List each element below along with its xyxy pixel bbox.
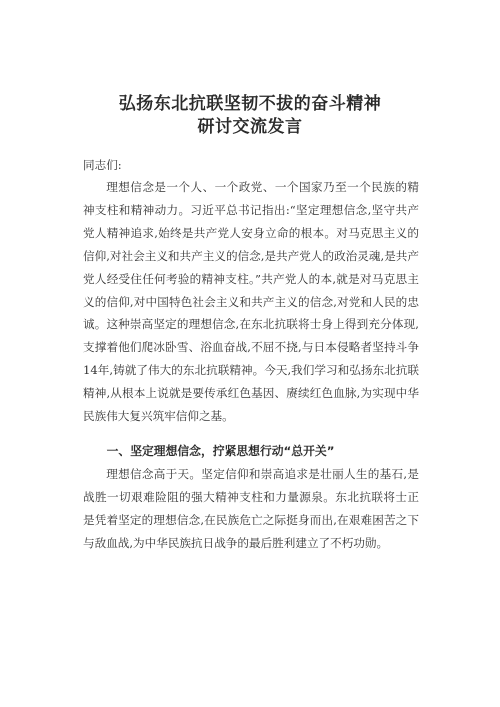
body-paragraph-1: 理想信念是一个人、一个政党、一个国家乃至一个民族的精神支柱和精神动力。习近平总书记指出:“坚定理想信念,坚守共产党人精神追求,始终是共产党人安身立命的根本。对马克思主义的信仰,对社会主义和共产主义的信念,是共产党人的政治灵魂,是共产党人经受住任何考验的精神支柱。”共产党人的本,就是对马克思主义的信仰,对中国特色社会主义和共产主义的信念,对党和人民的忠诚。这种崇高坚定的理想信念,在东北抗联将士身上得到充分体现,支撑着他们爬冰卧雪、浴血奋战,不屈不挠,与日本侵略者坚持斗争14年,铸就了伟大的东北抗联精神。今天,我们学习和弘扬东北抗联精神,从根本上说就是要传承红色基因、赓续红色血脉,为实现中华民族伟大复兴筑牢信仰之基。 (83, 180, 419, 424)
document-title-line-2: 研讨交流发言 (197, 117, 303, 137)
section-heading-1: 一、坚定理想信念，拧紧思想行动“总开关” (106, 444, 335, 458)
salutation: 同志们: (83, 158, 122, 172)
document-title-line-1: 弘扬东北抗联坚韧不拔的奋斗精神 (118, 94, 382, 114)
section-paragraph-1: 理想信念高于天。坚定信仰和崇高追求是壮丽人生的基石,是战胜一切艰难险阻的强大精神支柱和力量源泉。东北抗联将士正是凭着坚定的理想信念,在民族危亡之际挺身而出,在艰难困苦之下与敌血战,为中华民族抗日战争的最后胜利建立了不朽功勋。 (83, 467, 419, 550)
